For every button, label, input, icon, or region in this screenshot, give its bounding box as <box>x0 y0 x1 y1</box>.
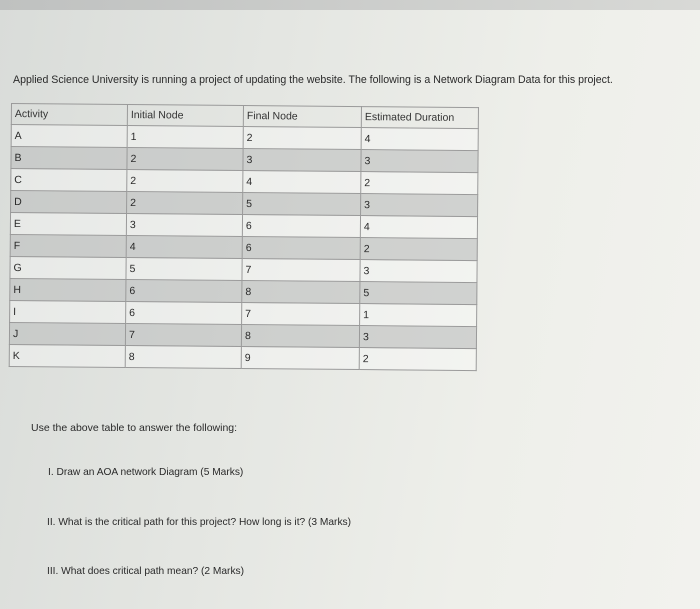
cell-duration: 3 <box>360 260 477 283</box>
cell-activity: C <box>11 169 127 192</box>
cell-final-node: 2 <box>243 127 361 150</box>
header-initial-node: Initial Node <box>127 105 243 127</box>
cell-initial-node: 8 <box>125 346 241 369</box>
cell-initial-node: 6 <box>126 280 242 303</box>
cell-activity: I <box>10 300 126 323</box>
cell-final-node: 9 <box>241 347 359 370</box>
cell-final-node: 8 <box>241 325 359 348</box>
cell-activity: K <box>9 344 125 367</box>
cell-activity: H <box>10 278 126 301</box>
instruction-text: Use the above table to answer the following: <box>31 422 238 434</box>
cell-duration: 1 <box>360 304 477 327</box>
cell-duration: 4 <box>360 216 477 239</box>
cell-final-node: 3 <box>243 149 361 172</box>
cell-duration: 3 <box>361 150 478 173</box>
table-row <box>9 344 476 370</box>
intro-text: Applied Science University is running a project of updating the website. The following is a Network Diagram Data for this project. <box>13 74 613 86</box>
cell-initial-node: 2 <box>127 170 243 193</box>
cell-initial-node: 7 <box>125 324 241 347</box>
network-diagram-table <box>9 103 479 371</box>
question-1: I. Draw an AOA network Diagram (5 Marks) <box>48 467 244 478</box>
cell-final-node: 5 <box>243 193 361 216</box>
cell-duration: 2 <box>360 238 477 261</box>
cell-duration: 3 <box>361 194 478 217</box>
cell-initial-node: 4 <box>126 236 242 259</box>
header-activity: Activity <box>11 104 127 126</box>
table-body <box>9 125 478 371</box>
cell-final-node: 7 <box>242 259 360 282</box>
cell-activity: F <box>10 234 126 257</box>
cell-duration: 2 <box>361 172 478 195</box>
cell-activity: B <box>11 147 127 170</box>
header-estimated-duration: Estimated Duration <box>361 107 478 129</box>
cell-final-node: 7 <box>242 303 360 326</box>
cell-initial-node: 6 <box>126 302 242 325</box>
cell-initial-node: 2 <box>127 192 243 215</box>
cell-final-node: 6 <box>242 237 360 260</box>
cell-final-node: 6 <box>242 215 360 238</box>
cell-initial-node: 2 <box>127 148 243 171</box>
cell-initial-node: 1 <box>127 126 243 149</box>
question-3: III. What does critical path mean? (2 Marks) <box>47 566 245 577</box>
cell-duration: 4 <box>361 128 478 151</box>
network-table-wrapper <box>9 103 479 371</box>
cell-duration: 5 <box>360 282 477 305</box>
cell-final-node: 4 <box>243 171 361 194</box>
cell-final-node: 8 <box>242 281 360 304</box>
question-2: II. What is the critical path for this project? How long is it? (3 Marks) <box>47 517 352 528</box>
cell-initial-node: 3 <box>126 214 242 237</box>
cell-activity: G <box>10 256 126 279</box>
cell-activity: A <box>11 125 127 148</box>
cell-initial-node: 5 <box>126 258 242 281</box>
top-edge <box>0 0 700 10</box>
cell-activity: D <box>11 191 127 214</box>
cell-activity: E <box>10 213 126 236</box>
cell-duration: 2 <box>359 348 476 371</box>
cell-activity: J <box>9 322 125 345</box>
header-final-node: Final Node <box>243 106 361 128</box>
cell-duration: 3 <box>359 326 476 349</box>
